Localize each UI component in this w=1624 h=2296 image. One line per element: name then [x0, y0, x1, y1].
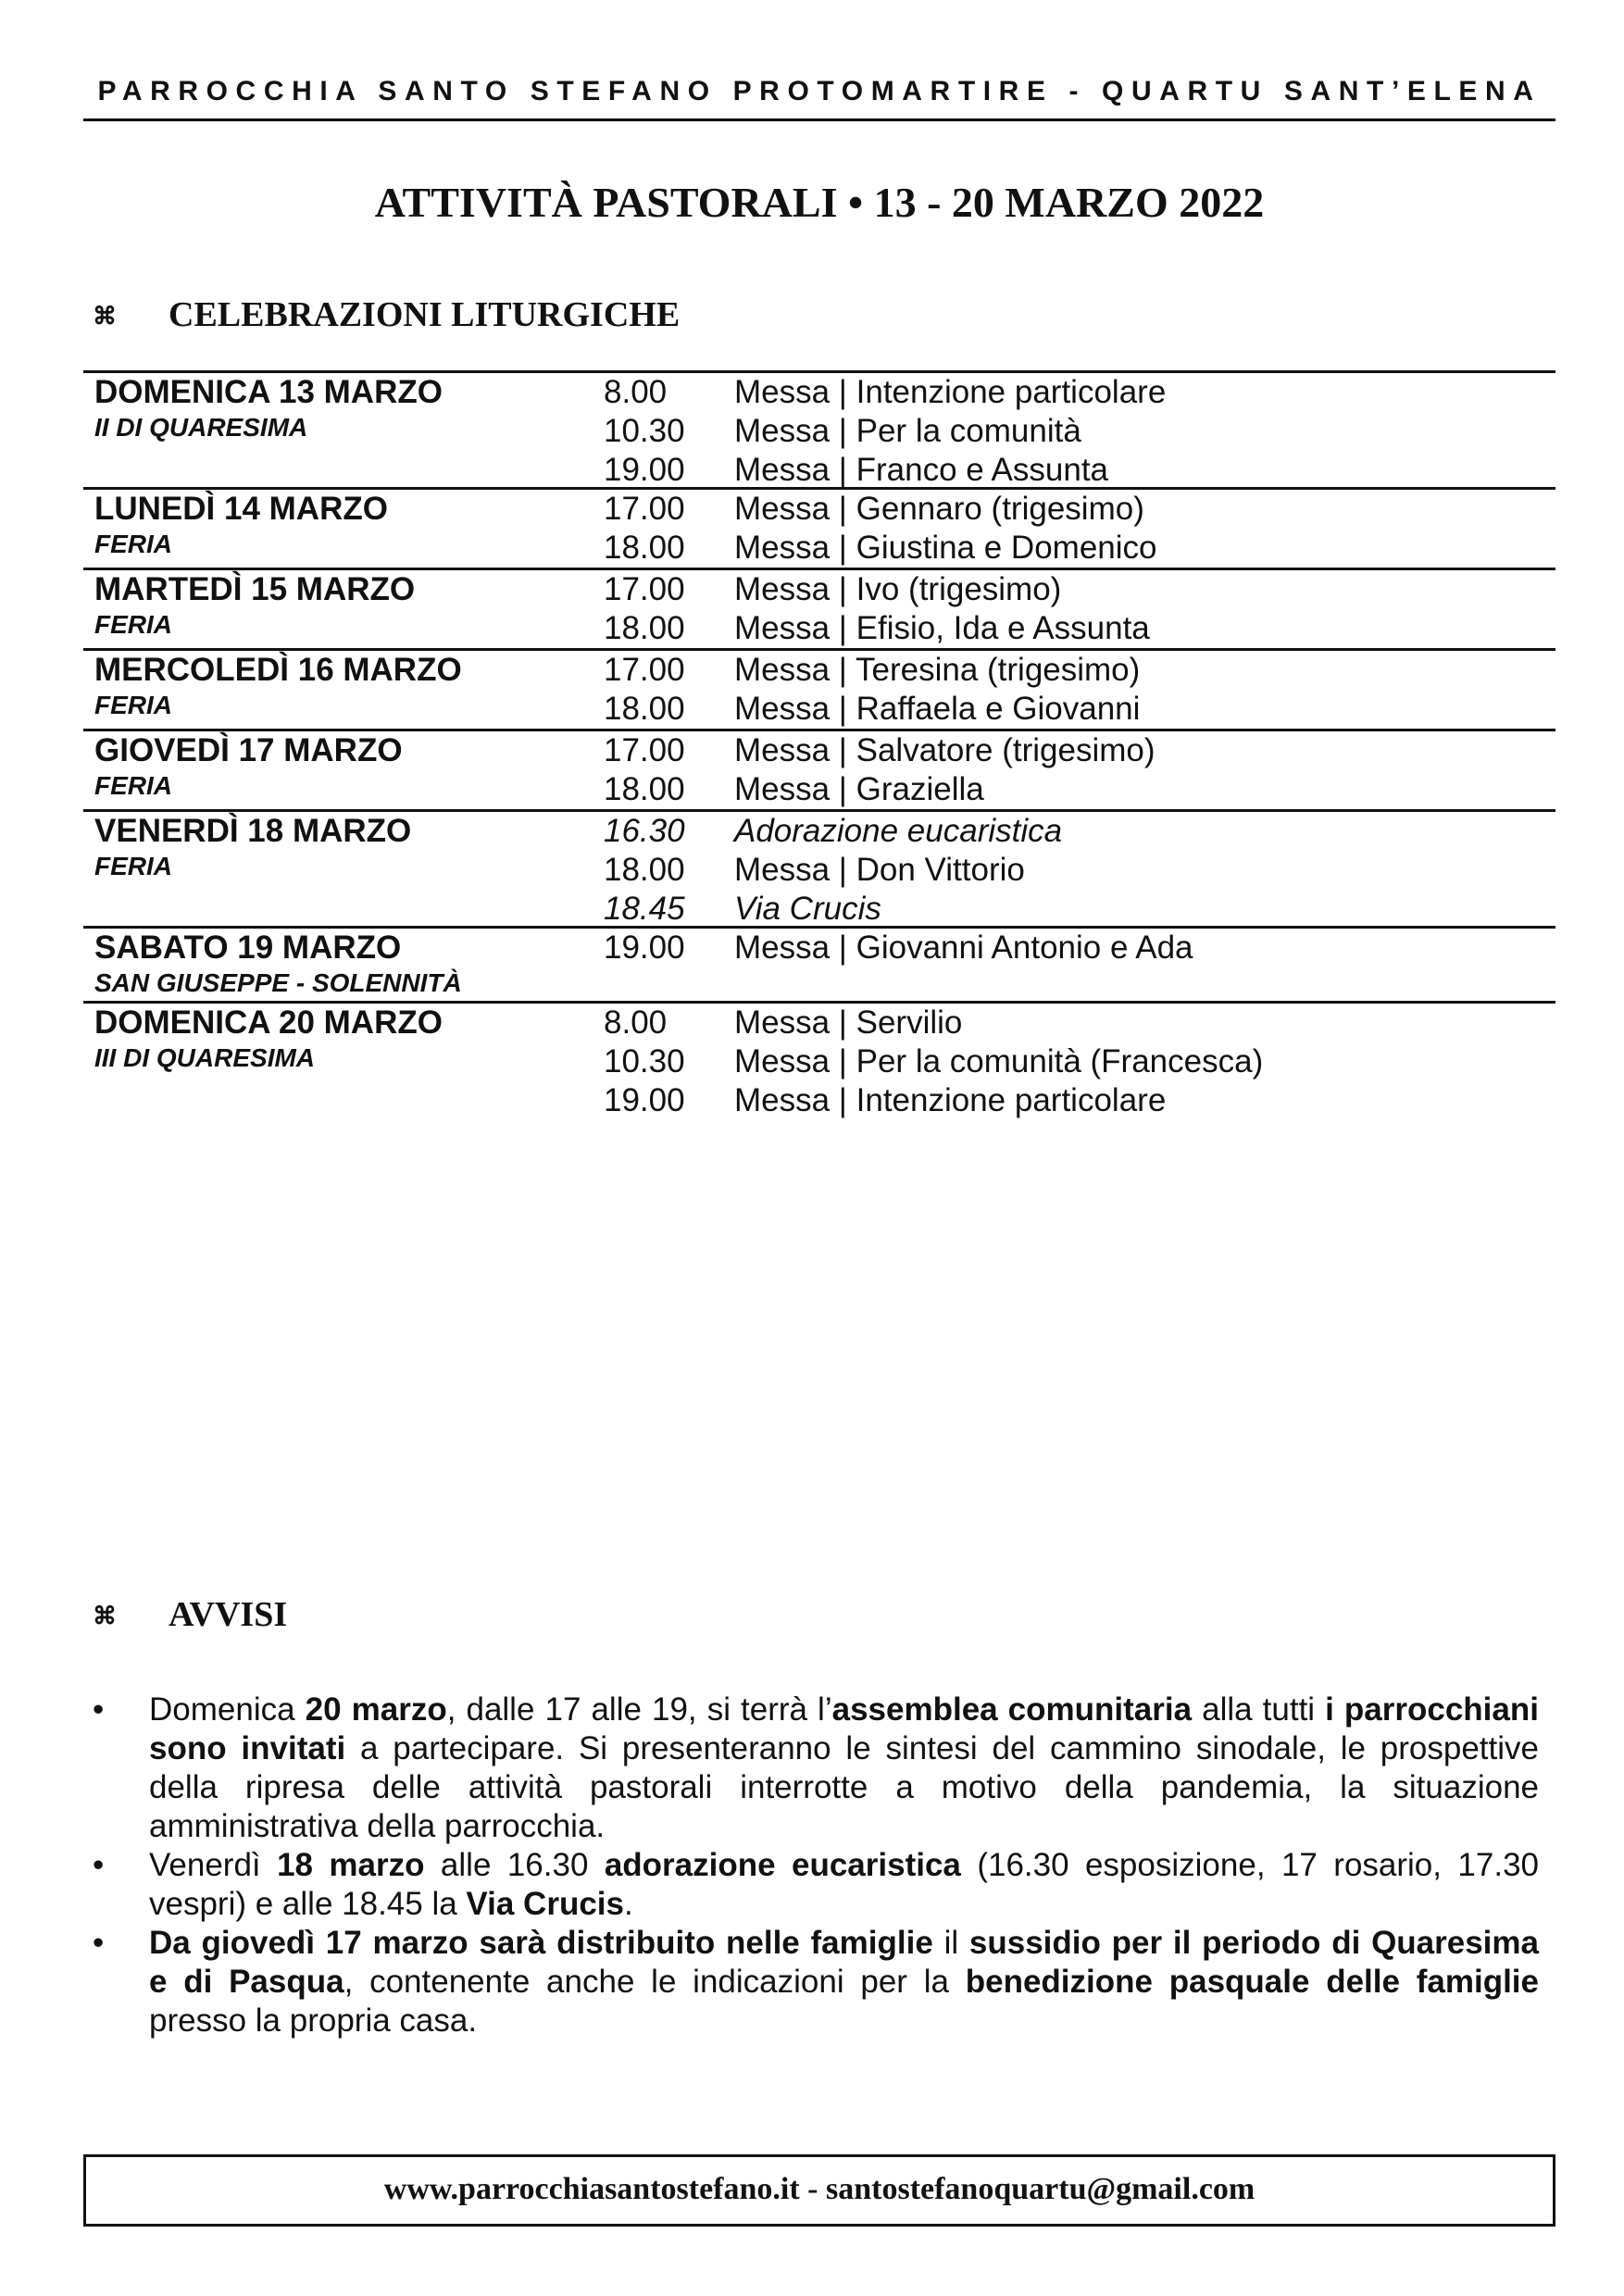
day-entries: [604, 731, 1156, 809]
notice-item: [93, 1924, 1539, 2040]
schedule-entry: [604, 490, 1157, 529]
schedule-entry: [604, 570, 1150, 609]
liturgical-day: SAN GIUSEPPE - SOLENNITÀ: [94, 968, 462, 997]
entry-description: Messa | Efisio, Ida e Assunta: [734, 610, 1150, 646]
parish-header: PARROCCHIA SANTO STEFANO PROTOMARTIRE - QUARTU SANT’ELENA: [97, 76, 1542, 106]
notice-emphasis: 20 marzo: [305, 1691, 447, 1728]
footer-box: [83, 2154, 1555, 2227]
notice-text: il: [932, 1925, 969, 1961]
day-info: [94, 812, 411, 882]
entry-time: 17.00: [604, 732, 685, 768]
notice-text: a partecipare. Si presenteranno le sintesi del cammino sinodale, le prospettive della ripresa delle attività pastorali interrotte a motivo della pandemia, la situazione amministrativa della parrocchia.: [149, 1730, 1539, 1844]
schedule-day: [83, 568, 1555, 648]
entry-description: Messa | Giovanni Antonio e Ada: [734, 930, 1193, 966]
schedule-entry: [604, 529, 1157, 568]
notice-emphasis: i parrocchiani sono invitati: [149, 1691, 1539, 1766]
schedule-entry: [604, 929, 1193, 967]
entry-description: Adorazione eucaristica: [734, 813, 1063, 849]
schedule-entry: [604, 770, 1156, 809]
entry-time: 8.00: [604, 374, 668, 410]
entry-description: Via Crucis: [734, 891, 881, 927]
day-info: [94, 651, 462, 721]
schedule-entry: [604, 1081, 1263, 1120]
day-info: [94, 731, 403, 802]
notice-text: alla tutti: [1192, 1691, 1326, 1728]
schedule-entry: [604, 412, 1166, 451]
cross-pattee-icon: ⌘: [93, 303, 117, 330]
schedule-day: [83, 926, 1555, 1001]
day-info: [94, 373, 443, 443]
day-name: LUNEDÌ 14 MARZO: [94, 491, 388, 527]
schedule-entry: [604, 1004, 1263, 1042]
entry-time: 17.00: [604, 571, 685, 607]
liturgical-day: II DI QUARESIMA: [94, 413, 308, 442]
entry-time: 17.00: [604, 652, 685, 688]
entry-description: Messa | Don Vittorio: [734, 852, 1025, 888]
day-entries: [604, 929, 1193, 967]
day-name: VENERDÌ 18 MARZO: [94, 813, 412, 849]
liturgical-day: FERIA: [94, 691, 172, 719]
entry-time: 18.00: [604, 852, 685, 888]
schedule-entry: [604, 690, 1140, 729]
day-entries: [604, 651, 1140, 729]
entry-time: 19.00: [604, 452, 685, 488]
entry-time: 17.00: [604, 491, 685, 527]
schedule-entry: [604, 812, 1062, 851]
schedule-day: [83, 648, 1555, 729]
schedule-entry: [604, 609, 1150, 648]
entry-time: 18.00: [604, 610, 685, 646]
notice-emphasis: Da giovedì 17 marzo sarà distribuito nelle famiglie: [149, 1925, 933, 1961]
entry-description: Messa | Gennaro (trigesimo): [734, 491, 1144, 527]
section-heading-label: AVVISI: [169, 1595, 288, 1634]
liturgical-day: FERIA: [94, 610, 172, 639]
entry-description: Messa | Intenzione particolare: [734, 374, 1167, 410]
day-info: [94, 570, 415, 641]
notice-text: presso la propria casa.: [149, 2003, 478, 2039]
section-heading-label: CELEBRAZIONI LITURGICHE: [169, 295, 681, 334]
entry-description: Messa | Ivo (trigesimo): [734, 571, 1062, 607]
entry-time: 16.30: [604, 813, 685, 849]
day-info: [94, 490, 388, 560]
notice-item: [93, 1691, 1539, 1846]
entry-time: 10.30: [604, 1043, 685, 1079]
entry-description: Messa | Per la comunità (Francesca): [734, 1043, 1264, 1079]
notice-text: Domenica: [149, 1691, 306, 1728]
entry-description: Messa | Graziella: [734, 771, 984, 807]
bullet-icon: •: [93, 1847, 105, 1883]
entry-description: Messa | Per la comunità: [734, 413, 1081, 449]
schedule-entry: [604, 731, 1156, 770]
page-title: ATTIVITÀ PASTORALI • 13 - 20 MARZO 2022: [374, 179, 1265, 226]
notice-emphasis: assemblea comunitaria: [831, 1691, 1193, 1728]
notice-text: alle 16.30: [424, 1847, 605, 1883]
day-name: SABATO 19 MARZO: [94, 930, 402, 966]
schedule-entry: [604, 1042, 1263, 1081]
liturgical-schedule: [83, 370, 1555, 1118]
notices-list: [93, 1691, 1539, 2040]
header-divider: [83, 119, 1555, 121]
entry-time: 18.00: [604, 771, 685, 807]
schedule-entry: [604, 651, 1140, 690]
schedule-day: [83, 729, 1555, 809]
notice-emphasis: Via Crucis: [466, 1886, 624, 1922]
section-heading-avvisi: [93, 1594, 287, 1635]
notice-emphasis: benedizione pasquale delle famiglie: [965, 1964, 1539, 2000]
notice-item: [93, 1846, 1539, 1924]
bullet-icon: •: [93, 1691, 105, 1728]
entry-description: Messa | Intenzione particolare: [734, 1082, 1167, 1118]
entry-description: Messa | Raffaela e Giovanni: [734, 691, 1141, 727]
notice-emphasis: adorazione eucaristica: [604, 1847, 961, 1883]
contact-footer: www.parrocchiasantostefano.it - santostefanoquartu@gmail.com: [383, 2172, 1255, 2206]
schedule-day: [83, 370, 1555, 487]
day-info: [94, 929, 462, 999]
schedule-entry: [604, 851, 1062, 890]
day-info: [94, 1004, 443, 1074]
notice-text: , contenente anche le indicazioni per la: [344, 1964, 966, 2000]
notice-text: , dalle 17 alle 19, si terrà l’: [446, 1691, 832, 1728]
liturgical-day: III DI QUARESIMA: [94, 1043, 316, 1072]
entry-description: Messa | Salvatore (trigesimo): [734, 732, 1156, 768]
day-entries: [604, 570, 1150, 648]
schedule-entry: [604, 451, 1166, 490]
entry-time: 19.00: [604, 930, 685, 966]
day-name: MERCOLEDÌ 16 MARZO: [94, 652, 462, 688]
entry-time: 18.00: [604, 691, 685, 727]
schedule-entry: [604, 890, 1062, 929]
schedule-day: [83, 809, 1555, 926]
day-name: MARTEDÌ 15 MARZO: [94, 571, 416, 607]
entry-time: 19.00: [604, 1082, 685, 1118]
day-entries: [604, 490, 1157, 568]
schedule-day: [83, 1001, 1555, 1118]
liturgical-day: FERIA: [94, 530, 172, 558]
bullet-icon: •: [93, 1925, 105, 1961]
entry-description: Messa | Franco e Assunta: [734, 452, 1109, 488]
schedule-day: [83, 487, 1555, 568]
notice-text: (16.30 esposizione, 17 rosario, 17.30 vespri) e alle 18.45 la: [149, 1847, 1539, 1922]
entry-time: 18.00: [604, 530, 685, 566]
day-entries: [604, 812, 1062, 929]
notice-text: Venerdì: [149, 1847, 278, 1883]
entry-description: Messa | Teresina (trigesimo): [734, 652, 1141, 688]
day-entries: [604, 373, 1166, 490]
cross-pattee-icon: ⌘: [93, 1603, 117, 1629]
notice-text: .: [623, 1886, 633, 1922]
notice-emphasis: 18 marzo: [277, 1847, 425, 1883]
section-heading-celebrazioni: [93, 294, 680, 335]
day-name: DOMENICA 13 MARZO: [94, 374, 443, 410]
entry-description: Messa | Servilio: [734, 1004, 963, 1041]
liturgical-day: FERIA: [94, 771, 172, 800]
entry-time: 10.30: [604, 413, 685, 449]
day-name: DOMENICA 20 MARZO: [94, 1004, 443, 1041]
liturgical-day: FERIA: [94, 852, 172, 880]
notice-emphasis: sussidio per il periodo di Quaresima e di Pasqua: [149, 1925, 1539, 2000]
schedule-entry: [604, 373, 1166, 412]
entry-description: Messa | Giustina e Domenico: [734, 530, 1157, 566]
day-entries: [604, 1004, 1263, 1120]
entry-time: 18.45: [604, 891, 685, 927]
entry-time: 8.00: [604, 1004, 668, 1041]
day-name: GIOVEDÌ 17 MARZO: [94, 732, 403, 768]
